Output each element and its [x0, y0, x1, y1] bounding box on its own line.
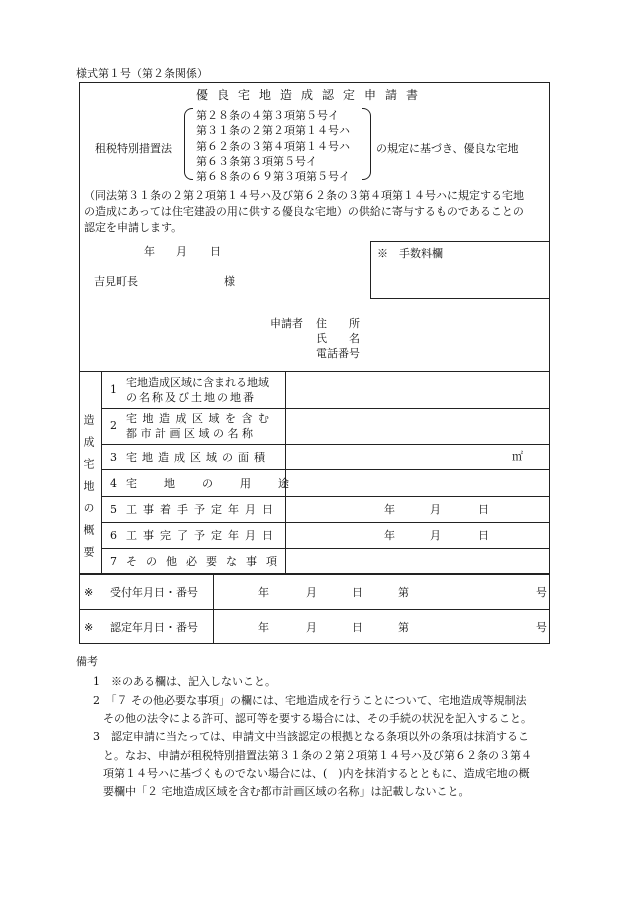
article-2: 第３１条の２第２項第１４号ハ: [196, 124, 350, 137]
receipt-year: 年: [258, 586, 269, 599]
honorific: 様: [224, 275, 235, 288]
end-day: 日: [478, 529, 489, 542]
receipt-label: 受付年月日・番号: [110, 586, 198, 599]
applicant-label: 申請者: [270, 317, 303, 330]
document-title: 優良宅地造成認定申請書: [196, 88, 428, 102]
article-4: 第６３条第３項第５号イ: [196, 155, 317, 168]
row-line: [101, 408, 550, 409]
applicant-address-label: 住 所: [316, 317, 360, 330]
applicant-phone-label: 電話番号: [316, 347, 360, 360]
certification-no: 第: [398, 621, 409, 634]
receipt-go: 号: [536, 586, 547, 599]
note-1: 1 ※のある欄は、記入しないこと。: [93, 675, 276, 688]
receipt-day: 日: [352, 586, 363, 599]
overview-label: 造成宅地の概要: [82, 414, 95, 568]
notes-title: 備考: [76, 655, 98, 668]
form-number: 様式第１号（第２条関係）: [76, 67, 208, 80]
row-line: [101, 444, 550, 445]
overview-row-2-label: 都市計画区域の名称: [126, 427, 257, 440]
overview-row-1-label: 宅地造成区域に含まれる地域: [126, 376, 269, 389]
overview-row-5-label: 工事着手予定年月日: [126, 503, 279, 516]
overview-row-5-num: 5: [110, 503, 117, 516]
overview-row-2-label: 宅地造成区域を含む: [126, 412, 275, 425]
row-line: [101, 496, 550, 497]
article-1: 第２８条の４第３項第５号イ: [196, 109, 339, 122]
overview-row-1-label: の名称及び土地の地番: [126, 391, 256, 404]
end-year: 年: [384, 529, 395, 542]
overview-row-3-label: 宅地造成区域の面積: [126, 451, 270, 464]
receipt-no: 第: [398, 586, 409, 599]
end-month: 月: [430, 529, 441, 542]
addressee: 吉見町長: [94, 275, 138, 288]
receipt-mark: ※: [84, 586, 94, 599]
note-3-cont-2: 項第１４号ハに基づくものでない場合には、( )内を抹消するとともに、造成宅地の概: [103, 767, 530, 780]
overview-row-6-num: 6: [110, 529, 117, 542]
certification-mark: ※: [84, 621, 94, 634]
row-line: [101, 469, 550, 470]
area-unit: ㎡: [512, 450, 523, 463]
start-year: 年: [384, 503, 395, 516]
overview-value-divider: [285, 371, 286, 574]
article-3: 第６２条の３第４項第１４号ハ: [196, 140, 350, 153]
overview-row-3-num: 3: [110, 451, 117, 464]
certification-label: 認定年月日・番号: [110, 621, 198, 634]
overview-row-4-label: 宅地の用途: [126, 477, 316, 490]
applicant-name-label: 氏 名: [316, 332, 360, 345]
intro-line-3: 認定を申請します。: [84, 221, 183, 234]
certification-year: 年: [258, 621, 269, 634]
certification-month: 月: [306, 621, 317, 634]
right-brace: [362, 108, 371, 180]
date-year: 年: [144, 245, 155, 258]
overview-label-divider: [101, 371, 102, 574]
row-line: [79, 609, 550, 610]
overview-row-7-label: その他必要な事項: [126, 555, 286, 568]
receipt-month: 月: [306, 586, 317, 599]
overview-row-2-num: 2: [110, 419, 117, 432]
overview-row-7-num: 7: [110, 555, 117, 568]
start-month: 月: [430, 503, 441, 516]
note-2: 2 「７ その他必要な事項」の欄には、宅地造成を行うことについて、宅地造成等規制法: [93, 694, 527, 707]
row-line: [101, 548, 550, 549]
certification-go: 号: [536, 621, 547, 634]
row-line: [101, 522, 550, 523]
intro-line-2: の造成にあっては住宅建設の用に供する優良な宅地）の供給に寄与するものであることの: [84, 205, 524, 218]
overview-row-1-num: 1: [110, 383, 117, 396]
date-month: 月: [176, 245, 187, 258]
based-on-text: の規定に基づき、優良な宅地: [376, 142, 519, 155]
start-day: 日: [478, 503, 489, 516]
note-2-cont: その他の法令による許可、認可等を要する場合には、その手続の状況を記入すること。: [103, 712, 532, 725]
date-day: 日: [210, 245, 221, 258]
law-name: 租税特別措置法: [95, 142, 172, 155]
note-3: 3 認定申請に当たっては、申請文中当該認定の根拠となる条項以外の条項は抹消するこ: [93, 730, 529, 743]
intro-line-1: （同法第３１条の２第２項第１４号ハ及び第６２条の３第４項第１４号ハに規定する宅地: [84, 189, 524, 202]
certification-day: 日: [352, 621, 363, 634]
left-brace: [184, 108, 193, 180]
note-3-cont-1: と。なお、申請が租税特別措置法第３１条の２第２項第１４号ハ及び第６２条の３第４: [103, 749, 532, 762]
article-5: 第６８条の６９第３項第５号イ: [196, 170, 350, 183]
note-3-cont-3: 要欄中「２ 宅地造成区域を含む都市計画区域の名称」は記載しないこと。: [103, 785, 470, 798]
fee-box-label: ※ 手数料欄: [377, 247, 443, 260]
overview-top-border: [79, 371, 550, 372]
overview-row-4-num: 4: [110, 477, 117, 490]
overview-row-6-label: 工事完了予定年月日: [126, 529, 279, 542]
column-line: [213, 574, 214, 644]
